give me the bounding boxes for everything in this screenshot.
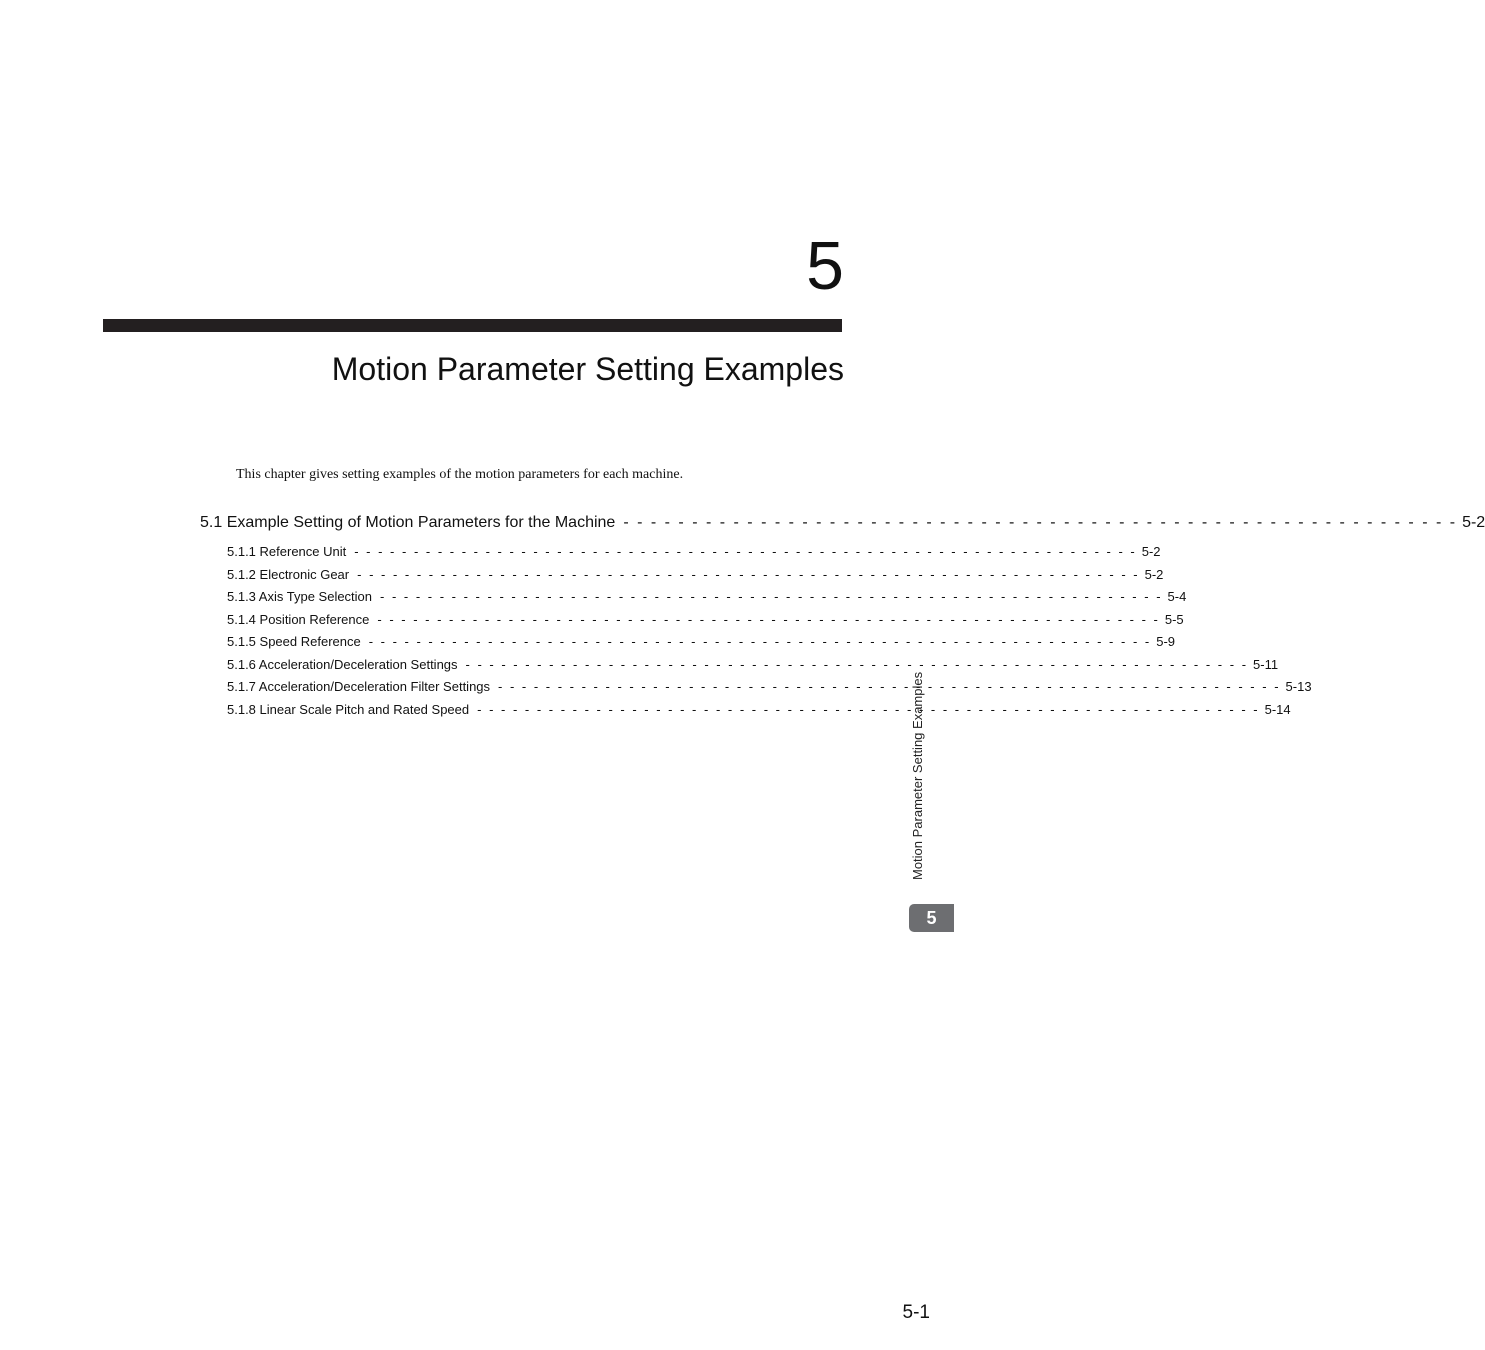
toc-entry-page: 5-2 (1462, 514, 1485, 531)
toc-subsection-5-1-1[interactable] (200, 544, 1161, 567)
toc-subsection-5-1-3[interactable] (200, 589, 1187, 612)
toc-leader-dots: - - - - - - - - - - - - - - - - - - - - - - - - - - - - - - - - - - - - - - - - - - - - - - - - - - - - - - - - - - - - - - - - - - (368, 634, 1152, 649)
toc-leader-dots: - - - - - - - - - - - - - - - - - - - - - - - - - - - - - - - - - - - - - - - - - - - - - - - - - - - - - - - - - - - - - - - - - - (377, 611, 1160, 627)
chapter-tab[interactable] (909, 904, 954, 932)
toc-leader-dots: - - - - - - - - - - - - - - - - - - - - - - - - - - - - - - - - - - - - - - - - - - - - - - - - - - - - - - - - - - - - - - - - - - (357, 566, 1140, 582)
toc-entry-title: 5.1.3 Axis Type Selection (227, 589, 373, 604)
toc-entry-page: 5-2 (1141, 544, 1161, 559)
toc-entry-page: 5-9 (1156, 634, 1176, 649)
toc-subsection-5-1-6[interactable] (200, 656, 1279, 680)
toc-entry-title: 5.1.5 Speed Reference (227, 634, 361, 649)
toc-leader-dots: - - - - - - - - - - - - - - - - - - - - - - - - - - - - - - - - - - - - - - - - - - - - - - - - - - - - - - - - - - - - - (623, 514, 1458, 531)
side-chapter-title: Motion Parameter Setting Examples (910, 671, 925, 880)
toc-subsection-5-1-7[interactable] (200, 679, 1312, 702)
chapter-number: 5 (806, 228, 844, 304)
toc-entry-title: 5.1.1 Reference Unit (227, 544, 347, 559)
page-number: 5-1 (902, 1302, 930, 1323)
toc-section-5-1[interactable] (200, 514, 1485, 544)
toc-entry-title: 5.1.2 Electronic Gear (227, 566, 350, 582)
toc-subsection-5-1-4[interactable] (200, 611, 1184, 635)
table-of-contents (200, 514, 1485, 724)
toc-leader-dots: - - - - - - - - - - - - - - - - - - - - - - - - - - - - - - - - - - - - - - - - - - - - - - - - - - - - - - - - - - - - - - - - - - (354, 544, 1137, 559)
chapter-title: Motion Parameter Setting Examples (331, 351, 844, 387)
toc-entry-page: 5-4 (1167, 589, 1187, 604)
toc-entry-title: 5.1.8 Linear Scale Pitch and Rated Speed (227, 701, 470, 717)
toc-entry-page: 5-13 (1285, 679, 1312, 694)
toc-subsection-5-1-8[interactable] (200, 701, 1291, 725)
toc-entry-title: 5.1.4 Position Reference (227, 611, 370, 627)
toc-subsection-5-1-2[interactable] (200, 566, 1164, 590)
toc-entry-page: 5-14 (1264, 701, 1291, 717)
chapter-divider-bar (103, 319, 842, 332)
toc-subsection-5-1-5[interactable] (200, 634, 1176, 657)
toc-entry-page: 5-5 (1164, 611, 1184, 627)
toc-leader-dots: - - - - - - - - - - - - - - - - - - - - - - - - - - - - - - - - - - - - - - - - - - - - - - - - - - - - - - - - - - - - - - - - - - (477, 701, 1260, 717)
chapter-intro: This chapter gives setting examples of the motion parameters for each machine. (236, 467, 684, 482)
toc-leader-dots: - - - - - - - - - - - - - - - - - - - - - - - - - - - - - - - - - - - - - - - - - - - - - - - - - - - - - - - - - - - - - - - - - - (498, 679, 1281, 694)
toc-leader-dots: - - - - - - - - - - - - - - - - - - - - - - - - - - - - - - - - - - - - - - - - - - - - - - - - - - - - - - - - - - - - - - - - - - (465, 656, 1249, 672)
toc-entry-title: 5.1 Example Setting of Motion Parameters for the Machine (200, 514, 616, 531)
toc-entry-title: 5.1.6 Acceleration/Deceleration Settings (227, 656, 458, 672)
toc-entry-page: 5-2 (1144, 566, 1164, 582)
chapter-tab-label: 5 (926, 907, 937, 928)
toc-entry-page: 5-11 (1253, 656, 1279, 672)
toc-entry-title: 5.1.7 Acceleration/Deceleration Filter Settings (227, 679, 491, 694)
toc-leader-dots: - - - - - - - - - - - - - - - - - - - - - - - - - - - - - - - - - - - - - - - - - - - - - - - - - - - - - - - - - - - - - - - - - - (380, 589, 1163, 604)
